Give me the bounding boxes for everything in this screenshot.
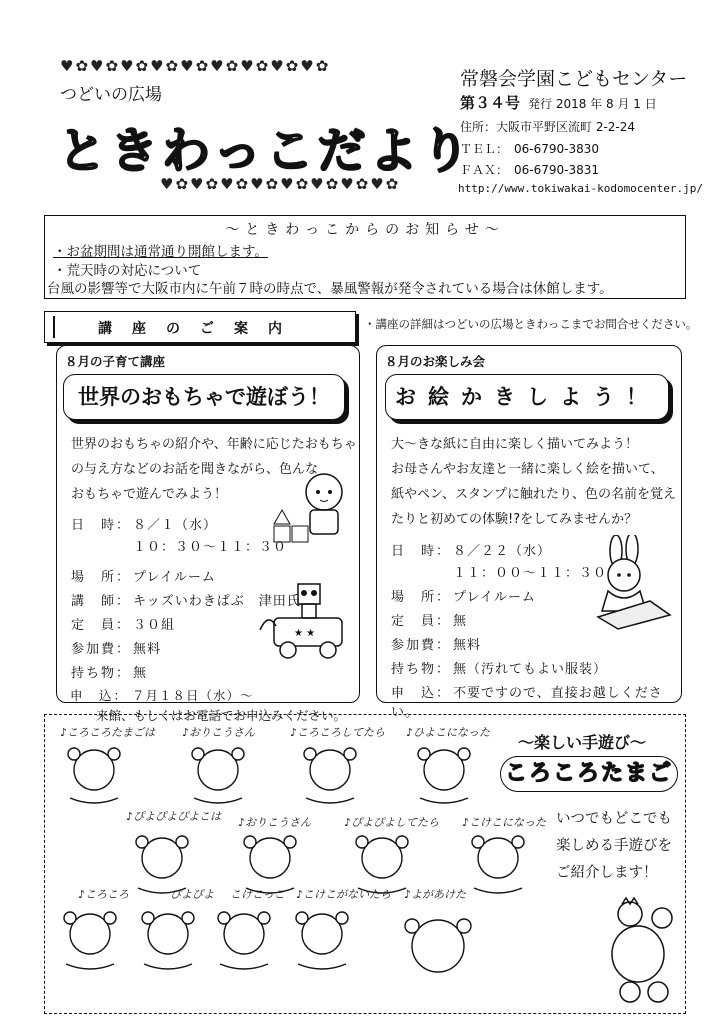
event2-place-row (391, 586, 536, 605)
event1-capacity-row (71, 614, 175, 633)
hand-play-description: いつでもどこでも 楽しめる手遊びを ご紹介します！ (556, 811, 672, 881)
event2-fee-row (391, 634, 481, 653)
event2-apply: 不要ですので、直接お越しください。 (391, 686, 663, 720)
event2-time: １１：００～１１：３０ (453, 566, 608, 581)
header-subtitle: つどいの広場 (60, 85, 162, 105)
event1-fee-key: 参加費： (71, 642, 132, 657)
bottom-flower-border: ♥ ✿ ♥ ✿ ♥ ✿ ♥ ✿ ♥ ✿ ♥ ✿ ♥ ✿ ♥ ✿ (160, 175, 399, 193)
event1-bring: 無 (133, 666, 148, 681)
event2-date-row (391, 540, 551, 559)
hen-and-chicks-illustration (604, 896, 680, 1006)
event2-date-key: 日 時： (391, 544, 452, 559)
play-label-8: ♪こけこになった (462, 816, 547, 829)
event2-date: ８／２２（水） (453, 544, 552, 559)
event1-date-row (71, 514, 217, 533)
event2-panel (376, 345, 682, 720)
hand-play-title: ころころたまご (500, 756, 678, 792)
hand-play-heading: ～楽しい手遊び～ (518, 733, 647, 752)
event2-fee-key: 参加費： (391, 638, 452, 653)
event2-fee: 無料 (453, 638, 482, 653)
event1-apply-key: 申 込： (70, 688, 129, 703)
play-label-5: ♪ぴよぴよぴよこは (126, 810, 222, 823)
event1-heading: ８月の子育て講座 (65, 354, 166, 369)
event1-place: プレイルーム (133, 570, 216, 585)
issue-date: 発行 2018 年 8 月 1 日 (528, 97, 657, 111)
event1-description: 世界のおもちゃの紹介や、年齢に応じたおもちゃ の与え方などのお話を聞きながら、色んな おもちゃで遊んでみよう！ (71, 437, 357, 502)
event1-place-row (71, 566, 216, 585)
event2-heading: ８月のお楽しみ会 (385, 354, 486, 369)
play-label-4: ♪ひよこになった (406, 726, 491, 739)
event1-teacher-key: 講 師： (71, 594, 132, 609)
event2-description: 大～きな紙に自由に楽しく描いてみよう！ お母さんやお友達と一緒に楽しく絵を描いて、 紙やペン、スタンプに触れたり、色の名前を覚え たりと初めての体験!?をしてみませんか？ (391, 437, 676, 527)
play-label-7: ♪ぴよぴよしてたら (344, 816, 440, 829)
event1-date: ８／１（水） (133, 518, 218, 533)
event1-time-row (133, 536, 287, 555)
girl-face-illustrations (50, 738, 550, 1008)
website-link[interactable]: http://www.tokiwakai-kodomocenter.jp/ (458, 182, 704, 195)
event1-time: １０：３０～１１：３０ (133, 540, 288, 555)
notice-obon: ・お盆期間は通常通り開館します。 (53, 244, 268, 260)
play-label-10: ぴよぴよ (170, 888, 214, 901)
course-note: ・講座の詳細はつどいの広場ときわっこまでお問合せください。 (364, 317, 698, 331)
event2-capacity-key: 定 員： (391, 614, 452, 629)
play-label-6: ♪おりこうさん (238, 816, 312, 829)
newsletter-title: ときわっこだより (58, 123, 474, 179)
play-label-1: ♪ころころたまごは (60, 726, 156, 739)
bunny-drawing-illustration (588, 535, 678, 630)
play-label-2: ♪おりこうさん (182, 726, 256, 739)
notice-box (44, 215, 686, 299)
event1-title: 世界のおもちゃで遊ぼう！ (63, 374, 345, 420)
event1-bring-row (71, 662, 147, 681)
event1-fee-row (71, 638, 161, 657)
play-label-11: こけこっこ (230, 888, 285, 901)
organization-name: 常磐会学園こどもセンター (460, 68, 688, 90)
event2-bring-key: 持ち物： (391, 662, 452, 677)
event2-title: お絵かきしよう！ (385, 374, 669, 420)
phone: ＴＥＬ： 06-6790-3830 (460, 142, 600, 156)
play-label-13: ♪よがあけた (404, 888, 467, 901)
play-label-3: ♪ころころしてたら (290, 726, 386, 739)
event2-capacity-row (391, 610, 467, 629)
boy-with-blocks-illustration (268, 470, 358, 550)
event2-capacity: 無 (453, 614, 468, 629)
issue-number (460, 92, 657, 113)
address: 住所：大阪市平野区流町 2-2-24 (460, 120, 636, 134)
notice-weather-heading: ・荒天時の対応について (53, 263, 202, 279)
toy-illustration (254, 570, 354, 665)
event2-place-key: 場 所： (391, 590, 452, 605)
event1-apply: ７月１８日（水）～ (132, 688, 254, 703)
play-label-9: ♪ころころ (78, 888, 130, 901)
fax: ＦＡＸ： 06-6790-3831 (460, 163, 600, 177)
svg-text:★ ★: ★ ★ (294, 628, 316, 639)
event1-teacher: キッズいわきぱぶ 津田氏 (133, 594, 301, 609)
course-heading (44, 311, 356, 343)
event1-apply-note: 来館、もしくはお電話でお申込みください。 (96, 708, 347, 723)
event1-place-key: 場 所： (71, 570, 132, 585)
issue-label: 第３４号 (460, 94, 521, 112)
notice-weather-detail: 台風の影響等で大阪市内に午前７時の時点で、暴風警報が発令されている場合は休館します。 (47, 281, 613, 297)
event1-capacity: ３０組 (133, 618, 176, 633)
event2-apply-key: 申 込： (391, 686, 452, 701)
event2-time-row (453, 562, 607, 581)
event2-bring-row (391, 658, 607, 677)
event1-date-key: 日 時： (71, 518, 132, 533)
event2-place: プレイルーム (453, 590, 536, 605)
event1-capacity-key: 定 員： (71, 618, 132, 633)
notice-title: ～ときわっこからのお知らせ～ (225, 222, 505, 238)
event2-bring: 無（汚れてもよい服装） (453, 662, 608, 677)
event1-bring-key: 持ち物： (71, 666, 132, 681)
play-label-12: ♪こけこがないたら (296, 888, 392, 901)
course-heading-label: 講座のご案内 (98, 321, 302, 337)
top-flower-border: ♥ ✿ ♥ ✿ ♥ ✿ ♥ ✿ ♥ ✿ ♥ ✿ ♥ ✿ ♥ ✿ ♥ ✿ (60, 57, 329, 75)
event1-apply-row (70, 686, 254, 704)
event1-fee: 無料 (133, 642, 162, 657)
